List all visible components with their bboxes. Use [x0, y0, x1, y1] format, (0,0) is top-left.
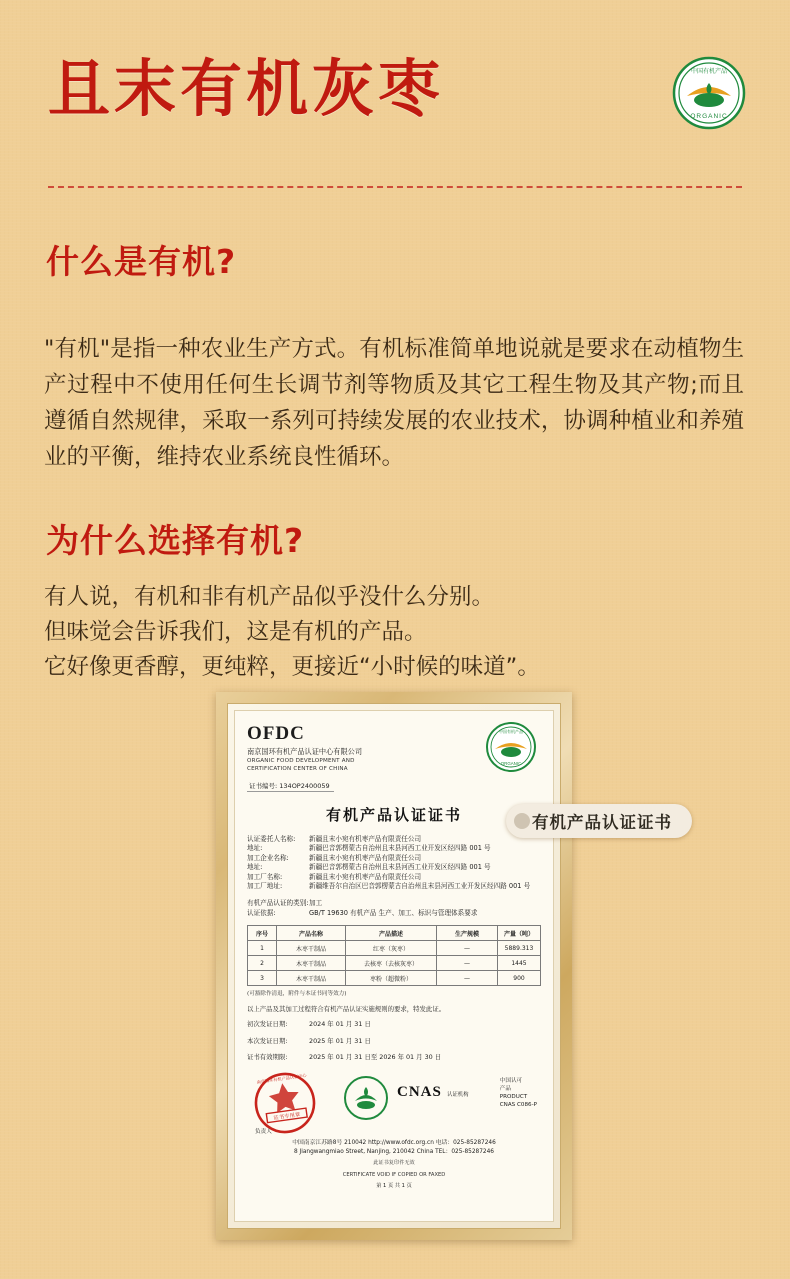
- accreditation-line-2: 产品: [499, 1086, 511, 1093]
- field-label: 地址:: [247, 844, 263, 853]
- certificate-basis-row: [247, 909, 541, 918]
- section-body-why-choose-organic: [44, 580, 744, 685]
- cell: 1445: [498, 956, 541, 971]
- basis-value: GB/T 19630 有机产品 生产、加工、标识与管理体系要求: [309, 908, 478, 917]
- section-title-why-choose-organic: 为什么选择有机?: [46, 521, 305, 560]
- callout-dot-icon: [514, 813, 530, 829]
- organic-certification-seal-icon: [672, 56, 746, 130]
- certificate-field-row: [247, 863, 541, 872]
- basis-label: 认证依据:: [247, 908, 276, 917]
- certificate-statement: 以上产品及其加工过程符合有机产品认证实施规则的要求，特发此证。: [247, 1005, 446, 1014]
- accreditation-line-3: PRODUCT: [499, 1094, 528, 1101]
- svg-text:中国有机产品: 中国有机产品: [690, 68, 728, 75]
- why-line-3: 它好像更香醇，更纯粹，更接近“小时候的味道”。: [44, 654, 540, 680]
- field-value: 新疆且末小宛有机枣产品有限责任公司: [309, 853, 422, 862]
- footer-address-cn: 中国南京江苏路8号 210042 http://www.ofdc.org.cn 电话：025-85287246: [292, 1140, 496, 1147]
- col-header: 生产规模: [437, 926, 498, 941]
- table-row: [248, 956, 541, 971]
- svg-text:南京国环有机产品认证中心: 南京国环有机产品认证中心: [256, 1072, 307, 1085]
- cell: —: [437, 971, 498, 986]
- field-value: 新疆且末小宛有机枣产品有限责任公司: [309, 872, 422, 881]
- accreditation-line-4: CNAS C086-P: [499, 1102, 537, 1109]
- certificate-field-row: [247, 835, 541, 844]
- certificate-table-note: (可豁除作清退，附件与本证书同等效力): [247, 991, 347, 998]
- field-label: 加工企业名称:: [247, 853, 289, 862]
- cell: 木枣干制品: [277, 956, 346, 971]
- cell: 3: [248, 971, 277, 986]
- date-row: [247, 1053, 541, 1063]
- certificate-organic-seal-icon: [485, 721, 537, 773]
- certificate-field-row: [247, 873, 541, 882]
- svg-text:ORGANIC: ORGANIC: [690, 113, 728, 120]
- certificate-category-block: [247, 899, 541, 918]
- date-value: 2024 年 01 月 31 日: [309, 1020, 371, 1029]
- certificate-field-row: [247, 844, 541, 853]
- date-value: 2025 年 01 月 31 日: [309, 1036, 371, 1045]
- date-label: 初次发证日期:: [247, 1020, 288, 1029]
- certificate-org-header: [247, 723, 541, 773]
- col-header: 序号: [248, 926, 277, 941]
- field-value: 新疆维吾尔自治区巴音郭楞蒙古自治州且末县河西工业开发区经四路 001 号: [309, 882, 531, 891]
- date-row: [247, 1037, 541, 1047]
- date-label: 本次发证日期:: [247, 1036, 288, 1045]
- field-label: 加工厂地址:: [247, 882, 283, 891]
- certificate-number-label: 证书编号:: [249, 782, 278, 790]
- callout-label: 有机产品认证证书: [532, 813, 672, 832]
- cnas-sub-label: 认证机构: [446, 1092, 469, 1099]
- certificate-field-row: [247, 882, 541, 891]
- certificate-dates: [247, 1020, 541, 1063]
- page-title: 且末有机灰枣: [48, 52, 445, 125]
- field-value: 新疆巴音郭楞蒙古自治州且末县河西工业开发区经四路 001 号: [309, 844, 491, 853]
- certificate-image: [216, 692, 572, 1240]
- certificate-seal-area: [247, 1071, 541, 1137]
- table-row: [248, 941, 541, 956]
- footer-warning-en: CERTIFICATE VOID IF COPIED OR FAXED: [342, 1171, 446, 1178]
- why-line-1: 有人说，有机和非有机产品似乎没什么分别。: [44, 584, 495, 610]
- table-header-row: [248, 926, 541, 941]
- certificate-org-name-en-1: ORGANIC FOOD DEVELOPMENT AND: [247, 758, 355, 764]
- cell: 去核枣（去核灰枣）: [346, 956, 437, 971]
- date-value: 2025 年 01 月 31 日至 2026 年 01 月 30 日: [309, 1053, 442, 1062]
- svg-text:ORGANIC: ORGANIC: [500, 761, 522, 766]
- field-label: 地址:: [247, 863, 263, 872]
- certificate-product-table: [247, 925, 541, 986]
- certificate-org-name-cn: 南京国环有机产品认证中心有限公司: [247, 747, 363, 756]
- certificate-paper: [234, 710, 554, 1222]
- header-divider: [48, 186, 742, 188]
- cell: 2: [248, 956, 277, 971]
- col-header: 产品名称: [277, 926, 346, 941]
- certificate-category-row: [247, 899, 541, 908]
- table-row: [248, 971, 541, 986]
- cell: 红枣（灰枣）: [346, 941, 437, 956]
- category-value: 加工: [309, 899, 323, 908]
- cell: —: [437, 941, 498, 956]
- footer-address-en: 8 Jiangwangmiao Street, Nanjing, 210042 China TEL：025-85287246: [294, 1148, 494, 1155]
- field-value: 新疆且末小宛有机枣产品有限责任公司: [309, 835, 422, 843]
- certificate-field-row: [247, 854, 541, 863]
- footer-warning-cn: 此证书复印件无效: [373, 1160, 415, 1167]
- date-label: 证书有效期限:: [247, 1053, 288, 1062]
- accreditation-line-1: 中国认可: [499, 1078, 523, 1085]
- field-label: 认证委托人名称:: [247, 835, 296, 843]
- certificate-number-value: 134OP2400059: [279, 782, 330, 790]
- cell: —: [437, 956, 498, 971]
- certificate-title: 有机产品认证证书: [325, 806, 462, 824]
- certificate-callout-badge: [506, 804, 692, 838]
- section-title-what-is-organic: 什么是有机?: [46, 242, 237, 281]
- certificate-fields: [247, 835, 541, 891]
- poster-header: [48, 52, 748, 158]
- col-header: 产量（吨）: [498, 926, 541, 941]
- cell: 木枣干制品: [277, 941, 346, 956]
- svg-text:证书专用章: 证书专用章: [273, 1112, 301, 1122]
- col-header: 产品描述: [346, 926, 437, 941]
- field-value: 新疆巴音郭楞蒙古自治州且末县河西工业开发区经四路 001 号: [309, 863, 491, 872]
- cell: 900: [498, 971, 541, 986]
- certificate-number: [247, 781, 334, 792]
- cell: 枣粉（超微粉）: [346, 971, 437, 986]
- certificate-org-abbr: OFDC: [247, 723, 305, 744]
- field-label: 加工厂名称:: [247, 872, 283, 881]
- why-line-2: 但味觉会告诉我们，这是有机的产品。: [44, 619, 427, 645]
- certificate-org-name-en-2: CERTIFICATION CENTER OF CHINA: [247, 766, 348, 772]
- category-label: 有机产品认证的类别:: [247, 899, 309, 908]
- svg-text:中国有机产品: 中国有机产品: [499, 729, 523, 734]
- cell: 1: [248, 941, 277, 956]
- certificate-footer: [247, 1139, 541, 1191]
- date-row: [247, 1020, 541, 1030]
- section-body-what-is-organic: "有机"是指一种农业生产方式。有机标准简单地说就是要求在动植物生产过程中不使用任何生长调节剂等物质及其它工程生物及其产物;而且遵循自然规律，采取一系列可持续发展的农业技术，协调种植业和养殖业的平衡，维持农业系统良性循环。: [44, 335, 744, 470]
- cell: 木枣干制品: [277, 971, 346, 986]
- certification-body-badge-icon: [343, 1075, 389, 1121]
- footer-page-label: 第 1 页 共 1 页: [376, 1183, 412, 1190]
- signature-label: 负责人: [255, 1129, 272, 1136]
- cnas-accreditation-mark: [397, 1081, 477, 1101]
- cnas-label: CNAS: [397, 1084, 442, 1101]
- cell: 5889.313: [498, 941, 541, 956]
- accreditation-details: [500, 1077, 537, 1109]
